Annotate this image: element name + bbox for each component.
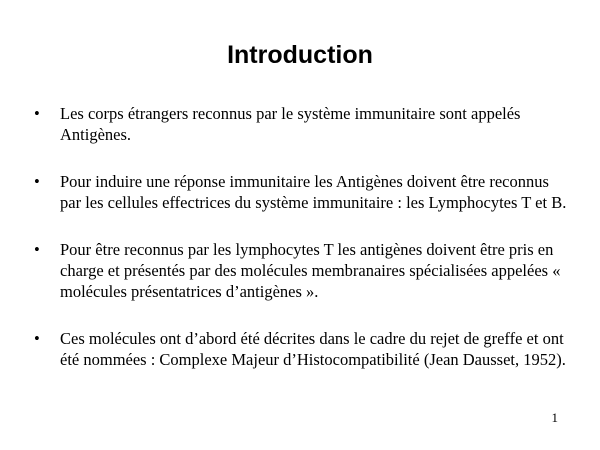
bullet-item-immune-response [32, 171, 572, 213]
page-number: 1 [551, 410, 558, 425]
bullet-text: Les corps étrangers reconnus par le système immunitaire sont appelés Antigènes. [60, 104, 521, 144]
bullet-icon: • [34, 240, 40, 259]
slide-title: Introduction [227, 41, 373, 69]
bullet-text: Pour induire une réponse immunitaire les Antigènes doivent être reconnus par les cellules effectrices du système immunitaire : les Lymphocytes T et B. [60, 172, 567, 212]
bullet-text: Ces molécules ont d’abord été décrites dans le cadre du rejet de greffe et ont été nommées : Complexe Majeur d’Histocompatibilité (Jean Dausset, 1952). [60, 329, 566, 369]
bullet-icon: • [34, 104, 40, 123]
bullet-icon: • [34, 329, 40, 348]
bullet-icon: • [34, 172, 40, 191]
bullet-item-antigens [32, 103, 572, 145]
bullet-list [32, 103, 572, 396]
bullet-item-presentation [32, 239, 572, 302]
bullet-item-mhc [32, 328, 572, 370]
bullet-text: Pour être reconnus par les lymphocytes T les antigènes doivent être pris en charge et présentés par des molécules membranaires spécialisées appelées « molécules présentatrices d’antigènes ». [60, 240, 561, 301]
